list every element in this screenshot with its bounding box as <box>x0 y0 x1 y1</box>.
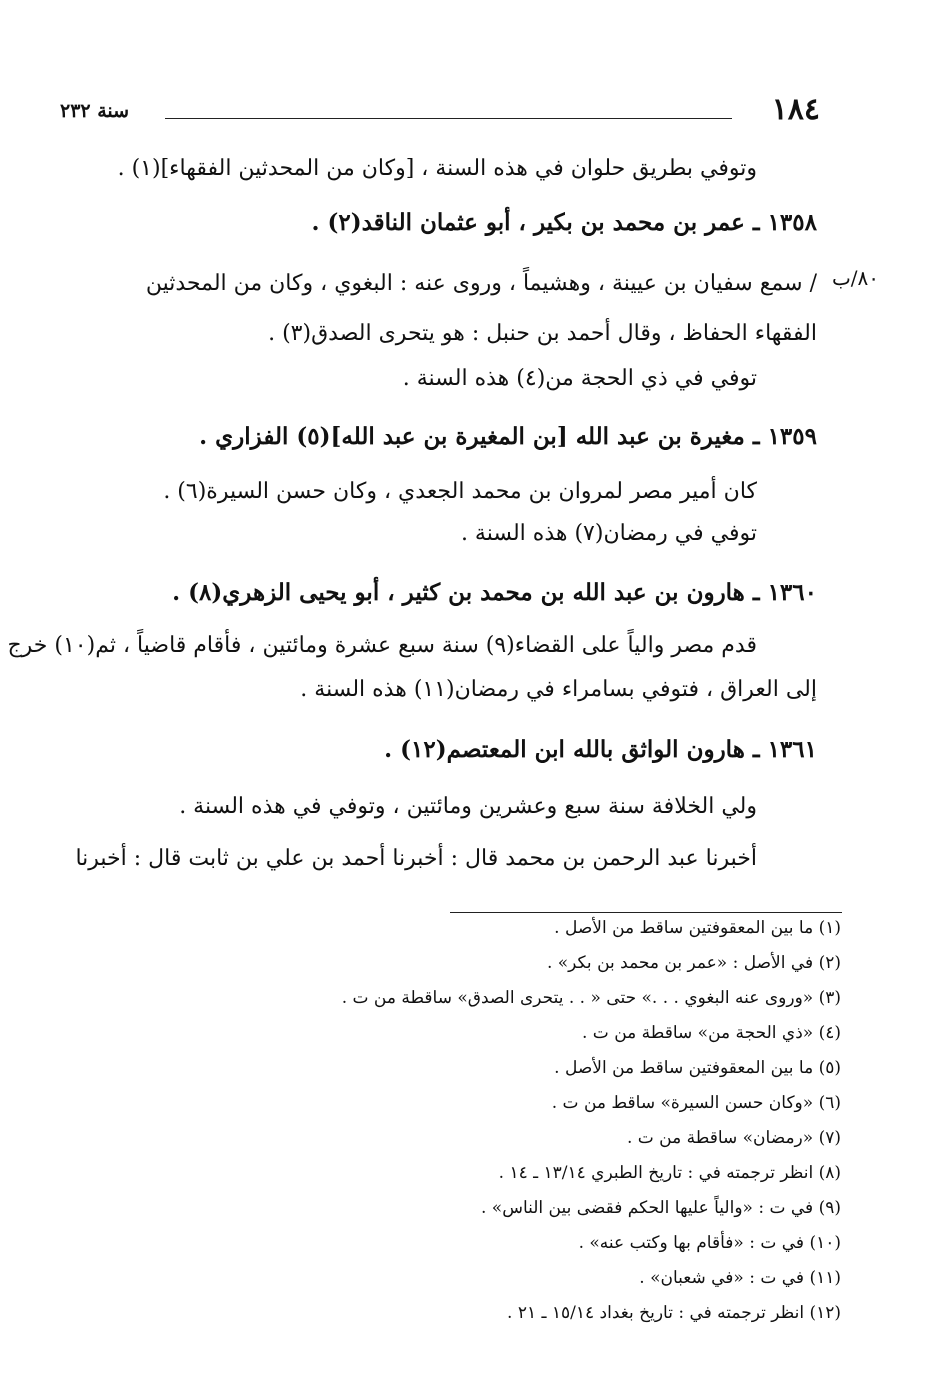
footnote-3: (٣) «وروى عنه البغوي . . .» حتى « . . يتحرى الصدق» ساقطة من ت . <box>341 988 841 1008</box>
entry-1358: ١٣٥٨ ـ عمر بن محمد بن بكير ، أبو عثمان الناقد(٢) . <box>311 209 817 236</box>
body-line-10: أخبرنا عبد الرحمن بن محمد قال : أخبرنا أحمد بن علي بن ثابت قال : أخبرنا <box>75 846 757 871</box>
header-rule <box>165 118 732 119</box>
footnote-8: (٨) انظر ترجمته في : تاريخ الطبري ١٣/١٤ ـ ١٤ . <box>498 1163 841 1183</box>
entry-1361: ١٣٦١ ـ هارون الواثق بالله ابن المعتصم(١٢) . <box>384 736 817 763</box>
margin-folio-note: ٨٠/ب <box>831 266 879 290</box>
body-line-8: إلى العراق ، فتوفي بسامراء في رمضان(١١) هذه السنة . <box>300 677 817 702</box>
footnote-12: (١٢) انظر ترجمته في : تاريخ بغداد ١٥/١٤ ـ ٢١ . <box>507 1303 841 1323</box>
body-line-9: ولي الخلافة سنة سبع وعشرين ومائتين ، وتوفي في هذه السنة . <box>179 794 757 819</box>
body-line-5: كان أمير مصر لمروان بن محمد الجعدي ، وكان حسن السيرة(٦) . <box>163 479 757 504</box>
body-line-4: توفي في ذي الحجة من(٤) هذه السنة . <box>402 366 757 391</box>
body-line-1: وتوفي بطريق حلوان في هذه السنة ، [وكان من المحدثين الفقهاء](١) . <box>117 156 757 181</box>
footnote-11: (١١) في ت : «في شعبان» . <box>639 1268 841 1288</box>
entry-1359: ١٣٥٩ ـ مغيرة بن عبد الله [بن المغيرة بن عبد الله](٥) الفزاري . <box>199 423 817 450</box>
body-line-7: قدم مصر والياً على القضاء(٩) سنة سبع عشرة ومائتين ، فأقام قاضياً ، ثم(١٠) خرج <box>7 633 757 658</box>
footnote-9: (٩) في ت : «والياً عليها الحكم فقضى بين الناس» . <box>480 1198 841 1218</box>
body-line-6: توفي في رمضان(٧) هذه السنة . <box>460 521 757 546</box>
footnote-4: (٤) «ذي الحجة من» ساقطة من ت . <box>582 1023 841 1043</box>
footnote-6: (٦) «وكان حسن السيرة» ساقط من ت . <box>551 1093 841 1113</box>
footnote-1: (١) ما بين المعقوفتين ساقط من الأصل . <box>554 918 841 938</box>
footnote-10: (١٠) في ت : «فأقام بها وكتب عنه» . <box>578 1233 841 1253</box>
footnote-separator <box>450 912 842 913</box>
footnote-2: (٢) في الأصل : «عمر بن محمد بن بكر» . <box>546 953 841 973</box>
entry-1360: ١٣٦٠ ـ هارون بن عبد الله بن محمد بن كثير ، أبو يحيى الزهري(٨) . <box>172 579 817 606</box>
footnote-7: (٧) «رمضان» ساقطة من ت . <box>626 1128 841 1148</box>
body-line-2: / سمع سفيان بن عيينة ، وهشيماً ، وروى عنه : البغوي ، وكان من المحدثين <box>145 271 817 296</box>
footnote-5: (٥) ما بين المعقوفتين ساقط من الأصل . <box>554 1058 841 1078</box>
page-number: ١٨٤ <box>771 92 820 127</box>
year-label: سنة ٢٣٢ <box>60 100 130 122</box>
page-header <box>60 92 820 132</box>
body-line-3: الفقهاء الحفاظ ، وقال أحمد بن حنبل : هو يتحرى الصدق(٣) . <box>268 321 817 346</box>
